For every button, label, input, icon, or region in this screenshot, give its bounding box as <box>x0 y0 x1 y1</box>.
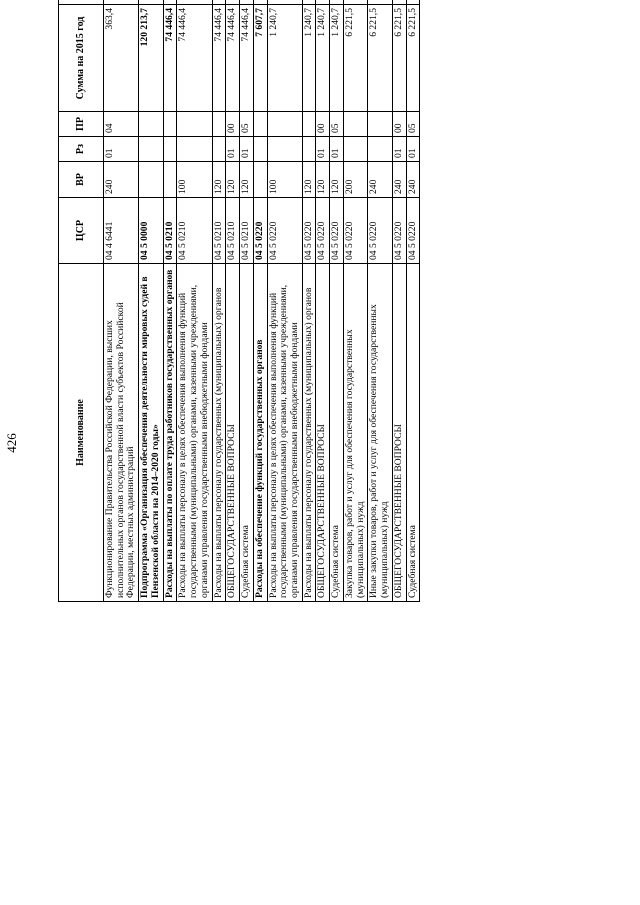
cell-csr: 04 5 0210 <box>163 198 177 264</box>
cell-pr <box>302 112 316 137</box>
cell-sum-2016 <box>267 0 302 5</box>
cell-vr: 240 <box>392 162 406 198</box>
cell-name: ОБЩЕГОСУДАРСТВЕННЫЕ ВОПРОСЫ <box>392 264 406 602</box>
cell-sum-2016 <box>104 0 139 5</box>
cell-vr: 100 <box>177 162 212 198</box>
cell-rz: 01 <box>392 137 406 162</box>
cell-pr: 00 <box>316 112 330 137</box>
cell-name: Иные закупки товаров, работ и услуг для обеспечения государственных (муниципальных) нужд <box>368 264 392 602</box>
cell-rz: 01 <box>226 137 240 162</box>
cell-pr: 00 <box>392 112 406 137</box>
cell-vr: 100 <box>267 162 302 198</box>
cell-rz <box>163 137 177 162</box>
cell-name: Расходы на выплаты персоналу в целях обеспечения выполнения функций государственными (муниципальными) органами, казенными учреждениями, органами управления государственными внебюджетными фондами <box>177 264 212 602</box>
cell-rz <box>302 137 316 162</box>
cell-pr <box>343 112 367 137</box>
cell-sum-2015: 6 221,5 <box>392 5 406 112</box>
cell-rz: 01 <box>316 137 330 162</box>
cell-vr: 120 <box>240 162 254 198</box>
table-row <box>392 0 406 602</box>
cell-csr: 04 5 0000 <box>139 198 163 264</box>
cell-vr <box>163 162 177 198</box>
cell-sum-2016 <box>226 0 240 5</box>
cell-sum-2015: 74 446,4 <box>240 5 254 112</box>
cell-sum-2015: 1 240,7 <box>267 5 302 112</box>
cell-sum-2016 <box>139 0 163 5</box>
cell-sum-2015: 6 221,5 <box>343 5 367 112</box>
cell-sum-2015: 6 221,5 <box>368 5 392 112</box>
table-row <box>240 0 254 602</box>
table-row <box>368 0 392 602</box>
cell-sum-2016 <box>406 0 420 5</box>
cell-pr <box>267 112 302 137</box>
rotated-table-container <box>58 8 598 874</box>
header-name: Наименование <box>59 264 104 602</box>
header-sum-2016 <box>59 0 104 5</box>
cell-csr: 04 5 0220 <box>267 198 302 264</box>
table-row <box>316 0 330 602</box>
cell-sum-2015: 74 446,4 <box>212 5 226 112</box>
cell-sum-2016 <box>253 0 267 5</box>
cell-sum-2016 <box>368 0 392 5</box>
cell-pr <box>368 112 392 137</box>
table-row <box>177 0 212 602</box>
cell-name: ОБЩЕГОСУДАРСТВЕННЫЕ ВОПРОСЫ <box>316 264 330 602</box>
cell-rz <box>267 137 302 162</box>
cell-sum-2016 <box>302 0 316 5</box>
table-row <box>330 0 344 602</box>
cell-csr: 04 5 0220 <box>343 198 367 264</box>
cell-csr: 04 5 0220 <box>368 198 392 264</box>
cell-sum-2015: 74 446,4 <box>226 5 240 112</box>
table-body <box>104 0 420 602</box>
cell-sum-2015: 6 221,5 <box>406 5 420 112</box>
cell-pr: 05 <box>240 112 254 137</box>
cell-sum-2015: 120 213,7 <box>139 5 163 112</box>
cell-sum-2015: 363,4 <box>104 5 139 112</box>
cell-pr <box>253 112 267 137</box>
cell-name: Судебная система <box>240 264 254 602</box>
header-csr: ЦСР <box>59 198 104 264</box>
cell-csr: 04 5 0220 <box>406 198 420 264</box>
cell-name: Функционирование Правительства Российской Федерации, высших исполнительных органов государственной власти субъектов Российской Федерации, местных администраций <box>104 264 139 602</box>
cell-name: ОБЩЕГОСУДАРСТВЕННЫЕ ВОПРОСЫ <box>226 264 240 602</box>
cell-pr <box>139 112 163 137</box>
cell-name: Судебная система <box>406 264 420 602</box>
cell-csr: 04 5 0220 <box>330 198 344 264</box>
cell-sum-2015: 7 607,7 <box>253 5 267 112</box>
cell-pr: 05 <box>330 112 344 137</box>
cell-name: Судебная система <box>330 264 344 602</box>
cell-vr: 240 <box>104 162 139 198</box>
cell-vr <box>139 162 163 198</box>
table-header-row <box>59 0 104 602</box>
cell-name: Расходы на выплаты персоналу государственных (муниципальных) органов <box>212 264 226 602</box>
cell-vr: 240 <box>406 162 420 198</box>
cell-sum-2016 <box>343 0 367 5</box>
table-row <box>163 0 177 602</box>
page-number: 426 <box>4 433 19 453</box>
cell-name: Закупка товаров, работ и услуг для обеспечения государственных (муниципальных) нужд <box>343 264 367 602</box>
cell-sum-2015: 1 240,7 <box>316 5 330 112</box>
cell-pr: 04 <box>104 112 139 137</box>
cell-csr: 04 5 0220 <box>302 198 316 264</box>
table-row <box>267 0 302 602</box>
cell-csr: 04 5 0220 <box>253 198 267 264</box>
table-row <box>226 0 240 602</box>
header-sum-2015: Сумма на 2015 год <box>59 5 104 112</box>
table-row <box>343 0 367 602</box>
cell-vr: 120 <box>330 162 344 198</box>
table-row <box>139 0 163 602</box>
table-row <box>406 0 420 602</box>
table-row <box>212 0 226 602</box>
cell-csr: 04 5 0210 <box>226 198 240 264</box>
cell-name: Расходы на выплаты персоналу в целях обеспечения выполнения функций государственными (муниципальными) органами, казенными учреждениями, органами управления государственными внебюджетными фондами <box>267 264 302 602</box>
cell-rz <box>139 137 163 162</box>
cell-rz <box>177 137 212 162</box>
cell-rz <box>253 137 267 162</box>
rotated-page-content <box>58 0 598 602</box>
cell-pr: 00 <box>226 112 240 137</box>
table-row <box>253 0 267 602</box>
cell-vr: 200 <box>343 162 367 198</box>
cell-sum-2016 <box>212 0 226 5</box>
header-rz: Рз <box>59 137 104 162</box>
table-row <box>302 0 316 602</box>
cell-rz: 01 <box>104 137 139 162</box>
cell-rz <box>212 137 226 162</box>
cell-vr: 120 <box>316 162 330 198</box>
cell-sum-2015: 1 240,7 <box>302 5 316 112</box>
cell-rz: 01 <box>330 137 344 162</box>
budget-table <box>58 0 420 602</box>
cell-pr <box>177 112 212 137</box>
cell-vr: 120 <box>212 162 226 198</box>
cell-csr: 04 5 0210 <box>240 198 254 264</box>
cell-rz <box>368 137 392 162</box>
table-row <box>104 0 139 602</box>
cell-name: Подпрограмма «Организация обеспечения деятельности мировых судей в Пензенской области на 2014–2020 годы» <box>139 264 163 602</box>
cell-pr <box>163 112 177 137</box>
cell-sum-2016 <box>177 0 212 5</box>
cell-rz <box>343 137 367 162</box>
cell-pr <box>212 112 226 137</box>
header-pr: ПР <box>59 112 104 137</box>
cell-csr: 04 5 0220 <box>392 198 406 264</box>
cell-name: Расходы на выплаты по оплате труда работников государственных органов <box>163 264 177 602</box>
cell-csr: 04 5 0220 <box>316 198 330 264</box>
cell-csr: 04 4 6441 <box>104 198 139 264</box>
cell-sum-2015: 1 240,7 <box>330 5 344 112</box>
cell-name: Расходы на обеспечение функций государственных органов <box>253 264 267 602</box>
cell-sum-2016 <box>240 0 254 5</box>
cell-rz: 01 <box>406 137 420 162</box>
header-vr: ВР <box>59 162 104 198</box>
cell-csr: 04 5 0210 <box>177 198 212 264</box>
cell-vr: 120 <box>226 162 240 198</box>
cell-rz: 01 <box>240 137 254 162</box>
cell-vr <box>253 162 267 198</box>
cell-sum-2016 <box>163 0 177 5</box>
cell-sum-2015: 74 446,4 <box>177 5 212 112</box>
cell-sum-2016 <box>330 0 344 5</box>
cell-name: Расходы на выплаты персоналу государственных (муниципальных) органов <box>302 264 316 602</box>
cell-vr: 240 <box>368 162 392 198</box>
cell-pr: 05 <box>406 112 420 137</box>
cell-sum-2015: 74 446,4 <box>163 5 177 112</box>
cell-csr: 04 5 0210 <box>212 198 226 264</box>
cell-sum-2016 <box>316 0 330 5</box>
cell-vr: 120 <box>302 162 316 198</box>
cell-sum-2016 <box>392 0 406 5</box>
